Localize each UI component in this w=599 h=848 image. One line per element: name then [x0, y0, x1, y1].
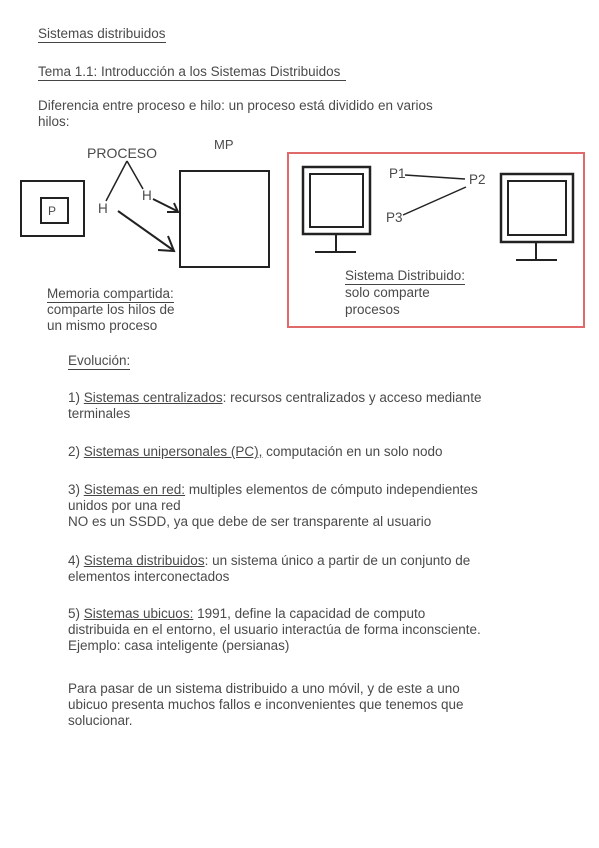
proceso-label: PROCESO: [87, 145, 158, 161]
sd-caption-line-2: procesos: [345, 302, 400, 317]
monitor-right-outer: [501, 174, 573, 242]
p2-label: P2: [469, 172, 486, 187]
item-3-text: multiples elementos de cómputo independientes: [185, 482, 478, 497]
memoria-caption-line-1: comparte los hilos de: [47, 302, 175, 317]
evolucion-item-1: [68, 390, 578, 422]
item-4-text: : un sistema único a partir de un conjunto de: [204, 553, 471, 568]
item-4-number: 4): [68, 553, 84, 568]
h-label-right: H: [142, 188, 152, 203]
monitor-left-outer: [303, 167, 370, 234]
item-4-term: Sistema distribuidos: [83, 553, 205, 568]
intro-line-1: Diferencia entre proceso e hilo: un proceso está dividido en varios: [38, 98, 433, 113]
monitor-right-screen: [508, 181, 566, 235]
item-2-term: Sistemas unipersonales (PC),: [83, 444, 263, 459]
item-2-text: computación en un solo nodo: [262, 444, 443, 459]
evolucion-heading-text: Evolución:: [68, 353, 131, 368]
subject-title-text: Sistemas distribuidos: [38, 26, 166, 41]
item-1-number: 1): [68, 390, 84, 405]
memoria-caption-title-text: Memoria compartida:: [47, 286, 174, 301]
evolucion-item-3: [68, 482, 578, 530]
p1-label: P1: [389, 166, 406, 181]
monitor-left-screen: [310, 174, 363, 227]
item-4-text-line-2: elementos interconectados: [68, 569, 230, 584]
evolucion-item-4: [68, 553, 578, 585]
link-p1-p2: [405, 175, 465, 179]
memoria-caption-line-2: un mismo proceso: [47, 318, 158, 333]
topic-title-text: Tema 1.1: Introducción a los Sistemas Distribuidos: [38, 64, 346, 81]
item-5-text: 1991, define la capacidad de computo: [193, 606, 426, 621]
item-3-text-line-3: NO es un SSDD, ya que debe de ser transparente al usuario: [68, 514, 432, 529]
evolucion-item-5: [68, 606, 578, 654]
h-label-left: H: [98, 201, 108, 216]
item-5-number: 5): [68, 606, 84, 621]
evolucion-heading: [68, 353, 130, 369]
sd-caption-title: [345, 268, 465, 284]
item-5-term: Sistemas ubicuos:: [83, 606, 194, 621]
item-5-text-line-2: distribuida en el entorno, el usuario interactúa de forma inconsciente.: [68, 622, 481, 637]
sd-caption-title-text: Sistema Distribuido:: [345, 268, 466, 283]
mp-label: MP: [214, 137, 234, 152]
item-1-term: Sistemas centralizados: [83, 390, 223, 405]
p-label: P: [48, 204, 57, 218]
item-3-number: 3): [68, 482, 84, 497]
item-3-term: Sistemas en red:: [83, 482, 186, 497]
sd-caption-line-1: solo comparte: [345, 285, 430, 300]
intro-line-2: hilos:: [38, 114, 70, 129]
closing-line-2: ubicuo presenta muchos fallos e inconvenientes que tenemos que: [68, 697, 464, 712]
item-1-text: : recursos centralizados y acceso mediante: [222, 390, 482, 405]
link-p3-p2: [403, 187, 466, 215]
closing-line-1: Para pasar de un sistema distribuido a uno móvil, y de este a uno: [68, 681, 460, 696]
item-3-text-line-2: unidos por una red: [68, 498, 181, 513]
item-2-number: 2): [68, 444, 84, 459]
item-5-text-line-3: Ejemplo: casa inteligente (persianas): [68, 638, 290, 653]
closing-paragraph: [68, 681, 578, 729]
evolucion-item-2: [68, 444, 578, 460]
p3-label: P3: [386, 210, 403, 225]
closing-line-3: solucionar.: [68, 713, 133, 728]
item-1-text-line-2: terminales: [68, 406, 131, 421]
